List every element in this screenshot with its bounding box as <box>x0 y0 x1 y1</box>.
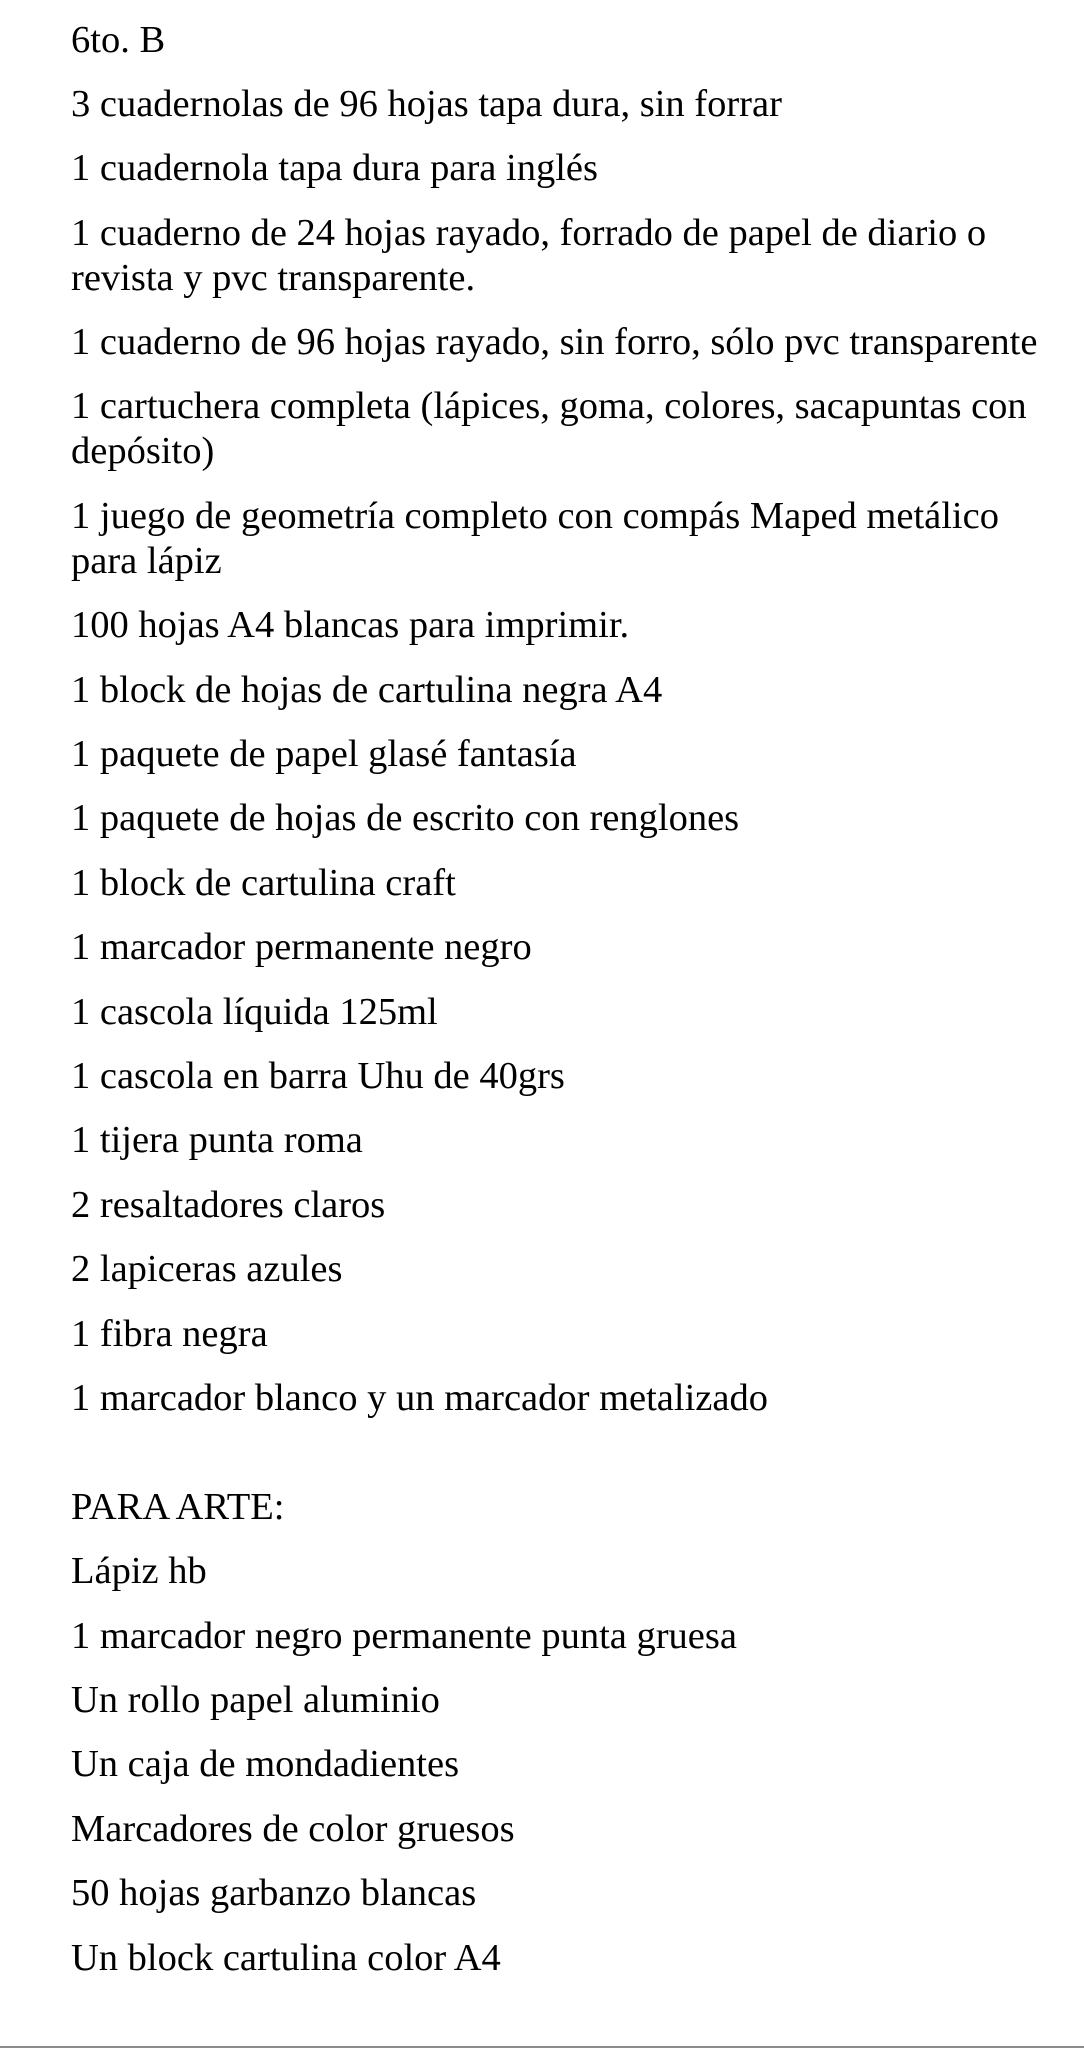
class-title: 6to. B <box>71 18 166 61</box>
list-item: 1 cascola líquida 125ml <box>71 990 438 1033</box>
list-item: 1 cuaderno de 96 hojas rayado, sin forro, sólo pvc transparente <box>71 321 1038 364</box>
list-item: 1 fibra negra <box>71 1312 268 1355</box>
list-item: Lápiz hb <box>71 1550 207 1593</box>
list-item: 1 juego de geometría completo con compás Maped metálico para lápiz <box>71 494 999 582</box>
list-item: Marcadores de color gruesos <box>71 1807 515 1850</box>
list-item: 50 hojas garbanzo blancas <box>71 1872 477 1915</box>
list-item: 1 block de hojas de cartulina negra A4 <box>71 668 663 711</box>
list-item: 2 resaltadores claros <box>71 1183 386 1226</box>
list-item: 1 marcador permanente negro <box>71 926 532 969</box>
supply-list <box>71 82 1044 1421</box>
section-spacer <box>71 1440 1044 1485</box>
list-item: 1 marcador blanco y un marcador metalizado <box>71 1376 768 1419</box>
list-item: 2 lapiceras azules <box>71 1248 343 1291</box>
list-item: 1 paquete de papel glasé fantasía <box>71 733 577 776</box>
list-item: 1 cuadernola tapa dura para inglés <box>71 147 598 190</box>
list-item: 1 paquete de hojas de escrito con renglones <box>71 797 740 840</box>
list-item: 3 cuadernolas de 96 hojas tapa dura, sin forrar <box>71 82 782 125</box>
list-item: 1 marcador negro permanente punta gruesa <box>71 1614 737 1657</box>
art-section <box>71 1485 1044 1981</box>
list-item: Un block cartulina color A4 <box>71 1936 501 1979</box>
list-item: 1 block de cartulina craft <box>71 861 456 904</box>
list-item: 1 cascola en barra Uhu de 40grs <box>71 1054 565 1097</box>
supply-list-document <box>71 18 1044 1981</box>
list-item: Un caja de mondadientes <box>71 1743 460 1786</box>
list-item: 1 tijera punta roma <box>71 1119 363 1162</box>
list-item: 1 cuaderno de 24 hojas rayado, forrado de papel de diario o revista y pvc transparente. <box>71 211 987 299</box>
list-item: 100 hojas A4 blancas para imprimir. <box>71 604 630 647</box>
art-section-heading: PARA ARTE: <box>71 1485 285 1528</box>
list-item: Un rollo papel aluminio <box>71 1678 440 1721</box>
list-item: 1 cartuchera completa (lápices, goma, colores, sacapuntas con depósito) <box>71 385 1027 473</box>
